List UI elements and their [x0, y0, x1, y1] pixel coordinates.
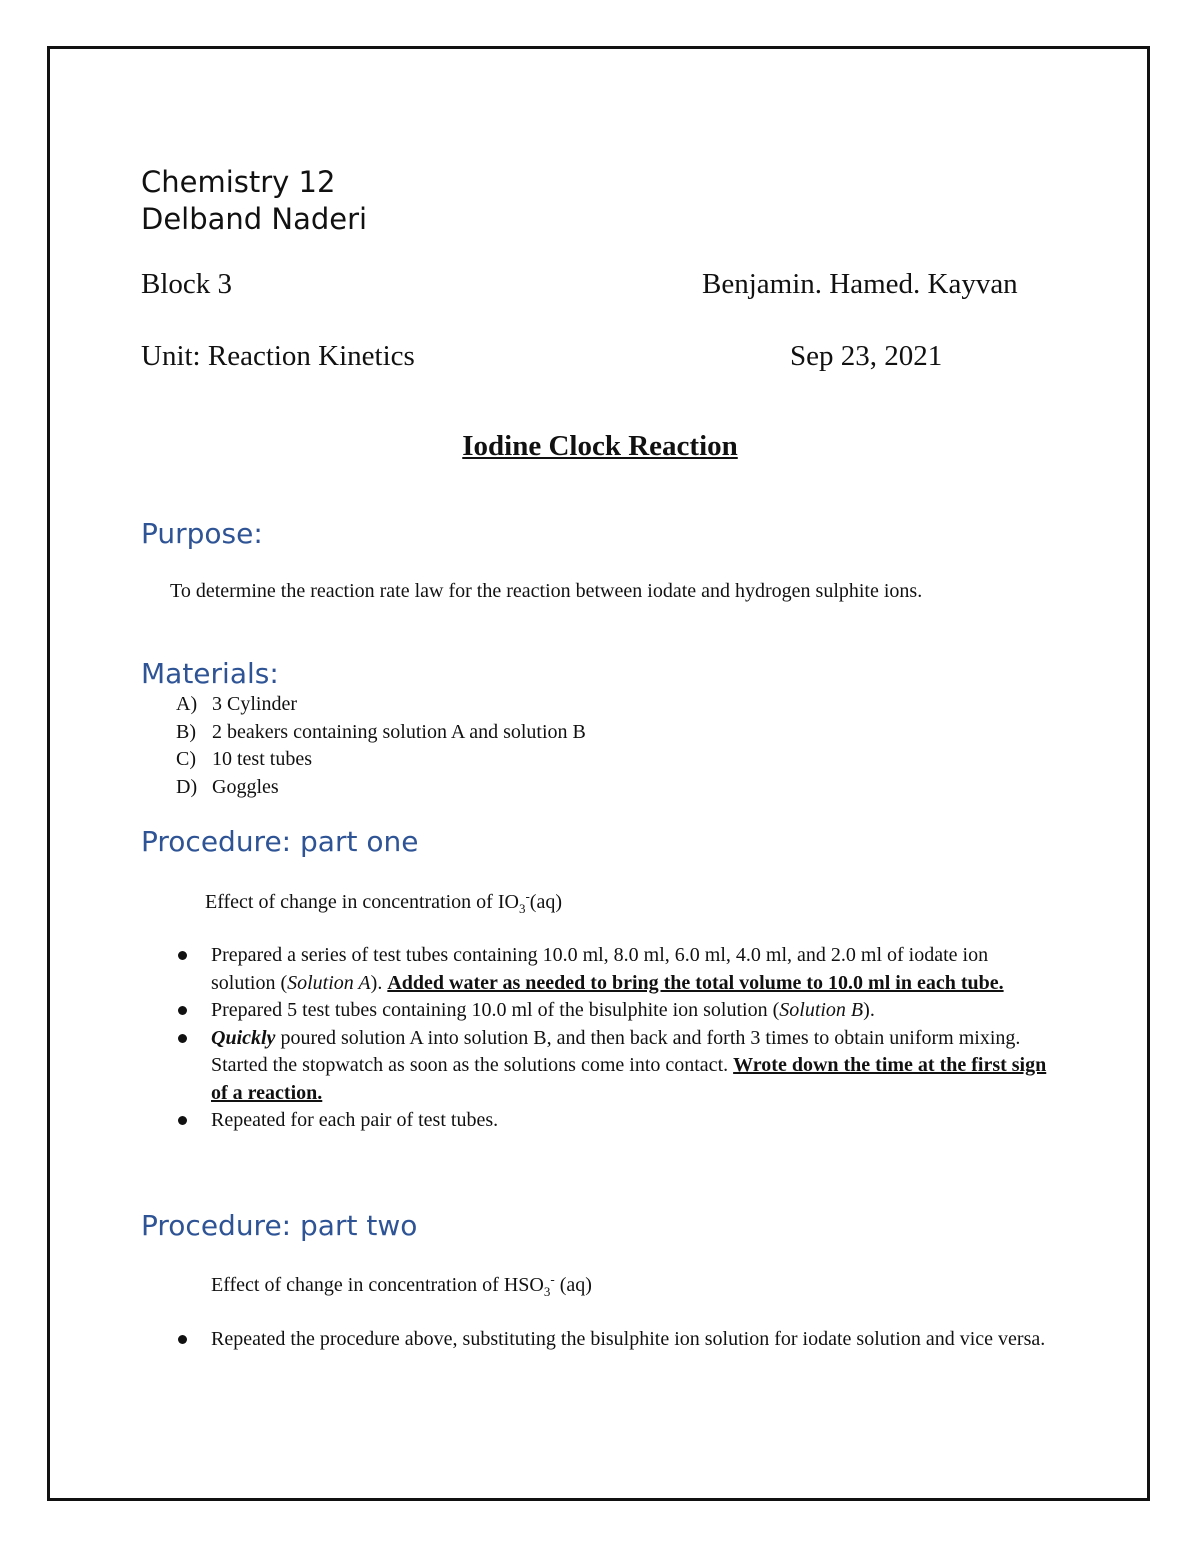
list-item: [175, 1025, 1055, 1108]
subscript: 3: [518, 901, 526, 916]
list-marker: C): [176, 748, 196, 770]
superscript: -: [550, 1271, 555, 1287]
step-bold-italic: Quickly: [211, 1026, 276, 1049]
list-item: [175, 942, 1055, 997]
step-italic: Solution A: [287, 971, 371, 994]
procedure-two-steps: [175, 1326, 1055, 1354]
step-text: ).: [863, 999, 875, 1021]
list-marker: D): [176, 775, 198, 798]
subtitle-text: (aq): [554, 1274, 592, 1296]
course-name: Chemistry 12: [141, 165, 336, 199]
subtitle-text: Effect of change in concentration of IO: [205, 891, 519, 913]
step-italic: Solution B: [779, 999, 864, 1021]
list-item-text: Goggles: [212, 775, 279, 798]
step-text: Repeated for each pair of test tubes.: [211, 1109, 499, 1131]
list-item: [175, 1326, 1055, 1354]
step-emphasis: Wrote down the time at the first sign of a reaction.: [211, 1054, 1047, 1104]
list-item: [175, 997, 1055, 1025]
subscript: 3: [543, 1284, 551, 1299]
list-item: [176, 746, 1076, 774]
procedure-two-heading: Procedure: part two: [141, 1209, 418, 1242]
superscript: -: [525, 888, 530, 904]
list-item-text: 2 beakers containing solution A and solution B: [212, 720, 586, 743]
list-marker: A): [176, 693, 198, 715]
list-item-text: 3 Cylinder: [212, 693, 297, 715]
student-names: Benjamin. Hamed. Kayvan: [702, 268, 1018, 300]
step-text: Prepared a series of test tubes containing 10.0 ml, 8.0 ml, 6.0 ml, 4.0 ml, and 2.0 ml of iodate ion solution (: [211, 944, 989, 994]
teacher-name: Delband Naderi: [141, 202, 368, 236]
unit-label: Unit: Reaction Kinetics: [141, 340, 415, 372]
materials-list: [176, 691, 1076, 801]
procedure-one-steps: [175, 942, 1055, 1135]
materials-heading: Materials:: [141, 657, 279, 690]
subtitle-text: Effect of change in concentration of HSO: [211, 1274, 544, 1296]
purpose-text: To determine the reaction rate law for the reaction between iodate and hydrogen sulphite ions.: [170, 580, 923, 602]
list-item-text: 10 test tubes: [212, 748, 312, 770]
block-label: Block 3: [141, 268, 233, 300]
list-marker: B): [176, 720, 196, 743]
list-item: [176, 691, 1076, 719]
step-emphasis: Added water as needed to bring the total volume to 10.0 ml in each tube.: [387, 971, 1004, 994]
list-item: [176, 719, 1076, 747]
purpose-heading: Purpose:: [141, 517, 263, 550]
subtitle-text: (aq): [529, 891, 562, 913]
document-title: Iodine Clock Reaction: [462, 430, 738, 462]
list-item: [176, 774, 1076, 802]
procedure-one-subtitle: [205, 889, 562, 916]
step-text: Repeated the procedure above, substituting the bisulphite ion solution for iodate solution and vice versa.: [211, 1328, 1046, 1350]
report-date: Sep 23, 2021: [790, 340, 943, 372]
step-text: Prepared 5 test tubes containing 10.0 ml of the bisulphite ion solution (: [211, 999, 780, 1021]
procedure-two-subtitle: [211, 1272, 592, 1299]
list-item: [175, 1107, 1055, 1135]
step-text: poured solution A into solution B, and then back and forth 3 times to obtain uniform mixing. Started the stopwatch as soon as the solutions come into contact.: [211, 1026, 1021, 1076]
procedure-one-heading: Procedure: part one: [141, 825, 419, 858]
step-text: ).: [370, 971, 388, 994]
